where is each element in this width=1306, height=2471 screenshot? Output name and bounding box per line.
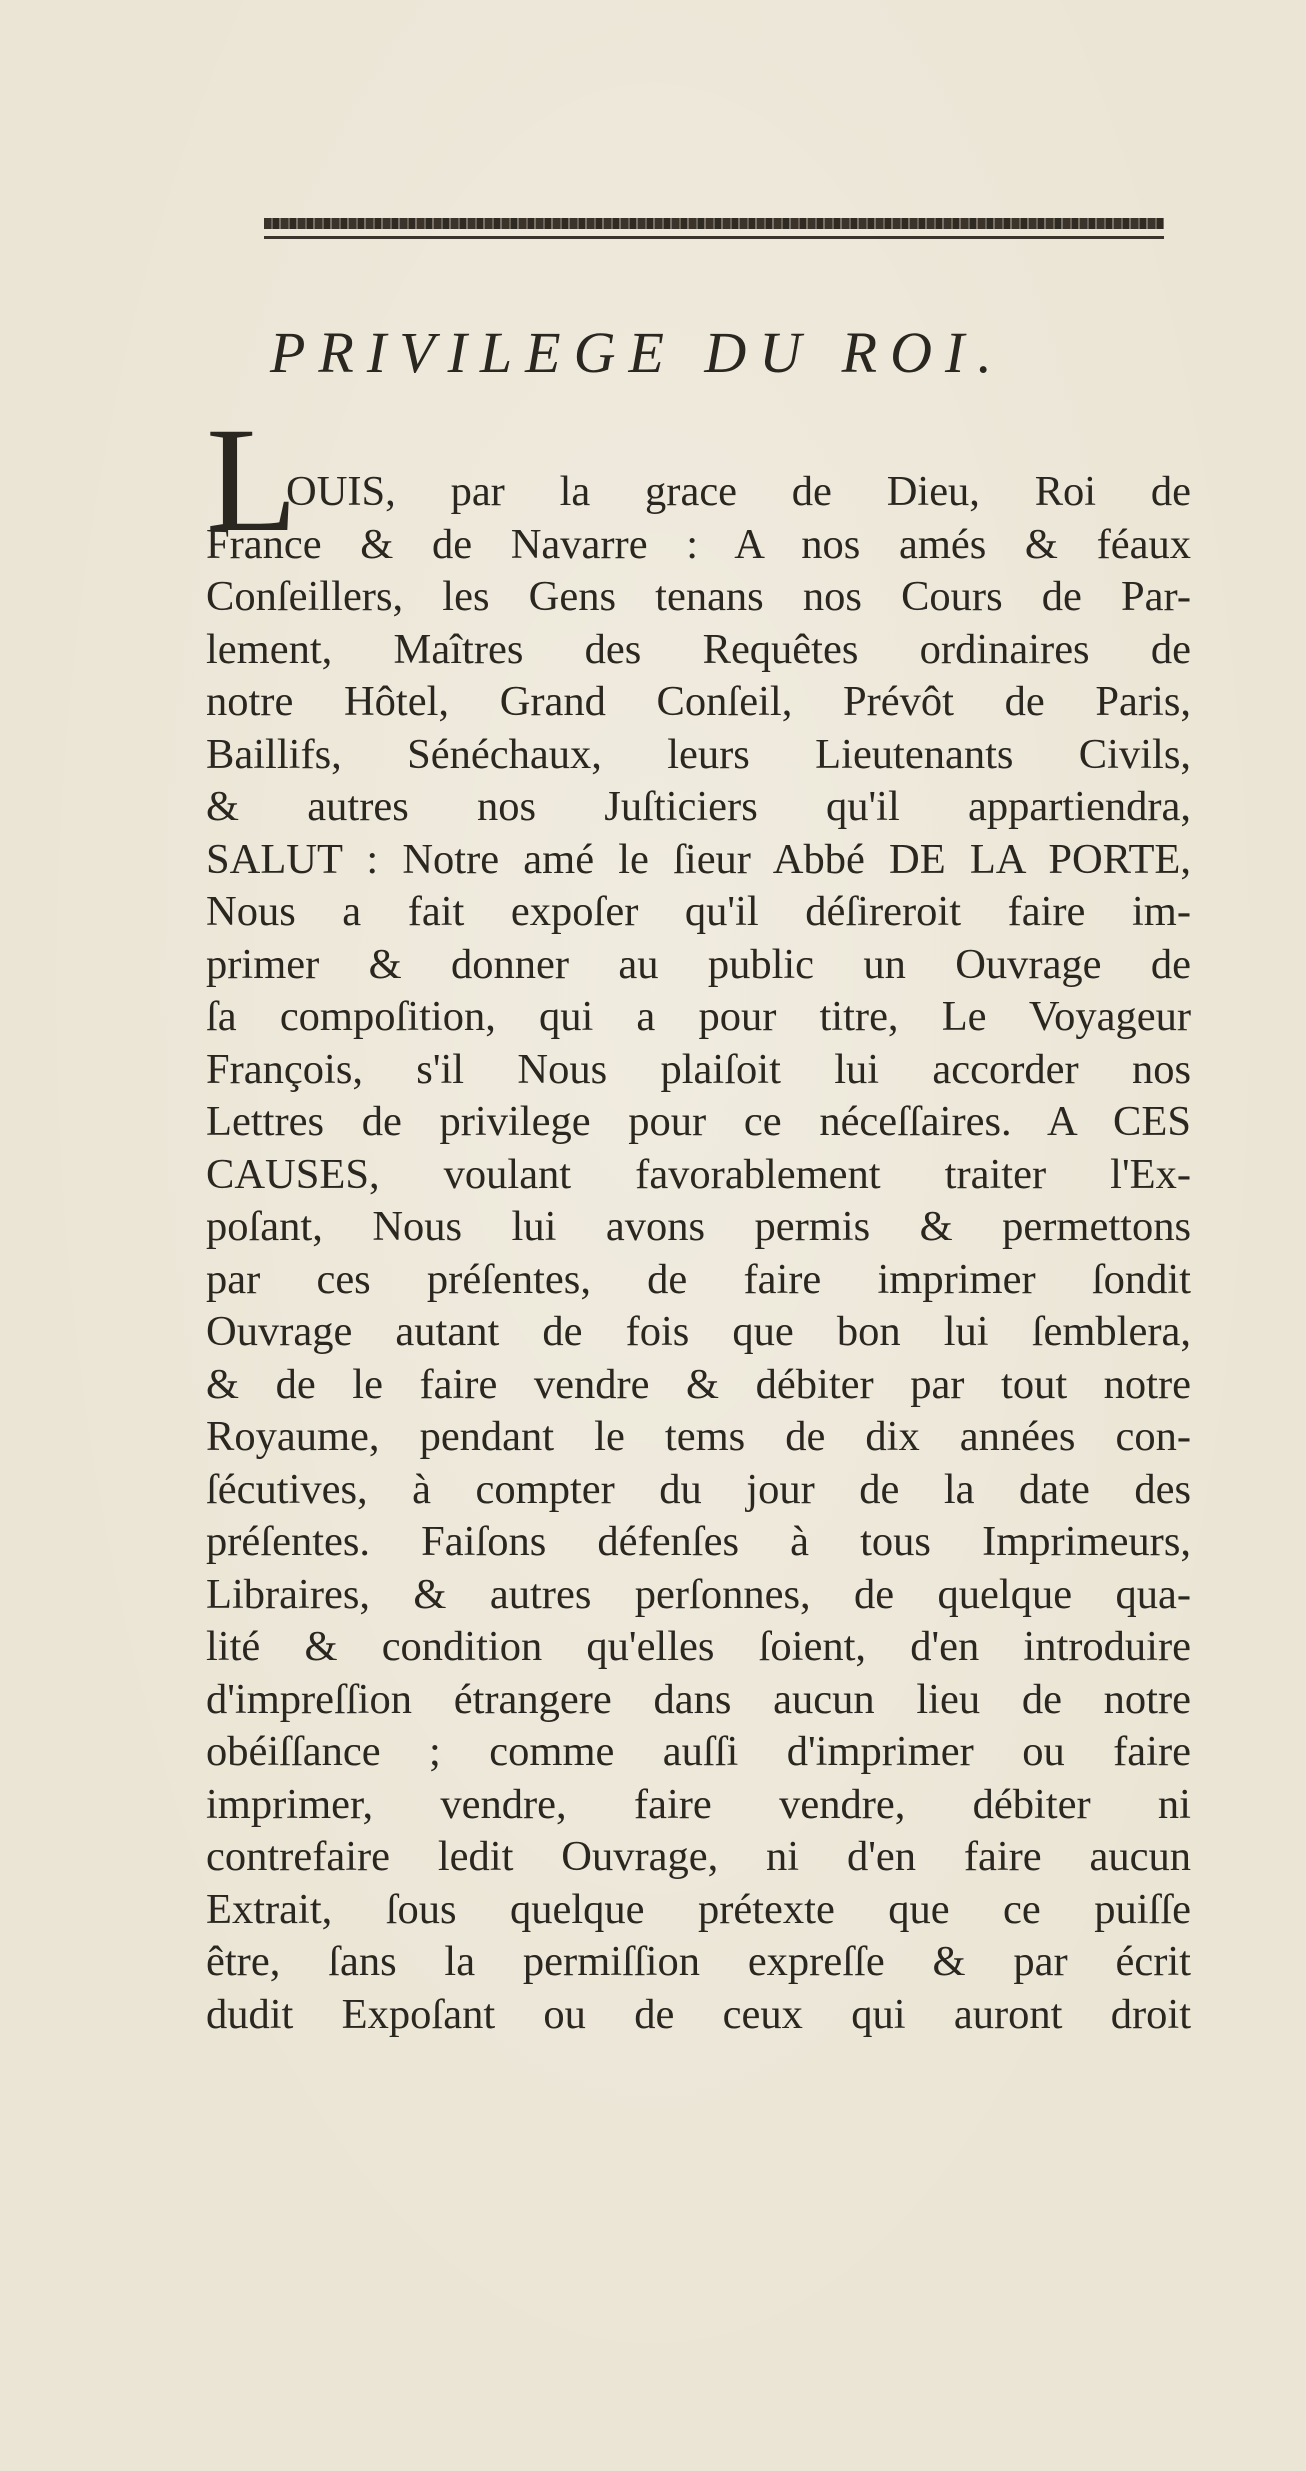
- text-line: France & de Navarre : A nos amés & féaux: [206, 520, 1191, 568]
- text-line: ſécutives, à compter du jour de la date des: [206, 1465, 1191, 1513]
- ornament-rule: [264, 236, 1164, 239]
- text-line: être, ſans la permiſſion expreſſe & par écrit: [206, 1938, 1191, 1985]
- text-line: obéiſſance ; comme auſſi d'imprimer ou faire: [206, 1728, 1191, 1775]
- drop-cap: L: [206, 397, 298, 563]
- text-line: & autres nos Juſticiers qu'il appartiendra,: [206, 783, 1191, 830]
- text-line: dudit Expoſant ou de ceux qui auront droit: [206, 1990, 1191, 2038]
- text-line: primer & donner au public un Ouvrage de: [206, 940, 1191, 988]
- text-line: Extrait, ſous quelque prétexte que ce puiſſe: [206, 1885, 1191, 1933]
- text-line: OUIS, par la grace de Dieu, Roi de: [286, 468, 1191, 515]
- text-line: imprimer, vendre, faire vendre, débiter ni: [206, 1780, 1191, 1828]
- text-line: Nous a fait expoſer qu'il déſireroit faire im-: [206, 888, 1191, 935]
- text-line: lité & condition qu'elles ſoient, d'en introduire: [206, 1623, 1191, 1670]
- text-line: Ouvrage autant de fois que bon lui ſemblera,: [206, 1308, 1191, 1355]
- text-line: & de le faire vendre & débiter par tout notre: [206, 1360, 1191, 1408]
- text-line: par ces préſentes, de faire imprimer ſondit: [206, 1255, 1191, 1303]
- text-line: poſant, Nous lui avons permis & permettons: [206, 1203, 1191, 1250]
- text-line: Baillifs, Sénéchaux, leurs Lieutenants Civils,: [206, 730, 1191, 778]
- text-line: Royaume, pendant le tems de dix années con-: [206, 1413, 1191, 1460]
- text-line: préſentes. Faiſons défenſes à tous Imprimeurs,: [206, 1518, 1191, 1565]
- text-line: CAUSES, voulant favorablement traiter l'Ex-: [206, 1150, 1191, 1198]
- text-line: lement, Maîtres des Requêtes ordinaires de: [206, 625, 1191, 673]
- text-line: SALUT : Notre amé le ſieur Abbé DE LA PORTE,: [206, 835, 1191, 883]
- text-line: d'impreſſion étrangere dans aucun lieu de notre: [206, 1675, 1191, 1723]
- text-line: François, s'il Nous plaiſoit lui accorder nos: [206, 1045, 1191, 1093]
- privilege-text: [206, 466, 1191, 2041]
- text-line: notre Hôtel, Grand Conſeil, Prévôt de Paris,: [206, 678, 1191, 725]
- text-line: Libraires, & autres perſonnes, de quelque qua-: [206, 1570, 1191, 1618]
- text-line: Lettres de privilege pour ce néceſſaires. A CES: [206, 1098, 1191, 1145]
- page-title: PRIVILEGE DU ROI.: [270, 320, 1005, 385]
- text-line: ſa compoſition, qui a pour titre, Le Voyageur: [206, 993, 1191, 1040]
- text-line: Conſeillers, les Gens tenans nos Cours de Par-: [206, 573, 1191, 620]
- ornament-band: [264, 218, 1164, 229]
- text-line: contrefaire ledit Ouvrage, ni d'en faire aucun: [206, 1833, 1191, 1880]
- header-ornament: [264, 214, 1164, 244]
